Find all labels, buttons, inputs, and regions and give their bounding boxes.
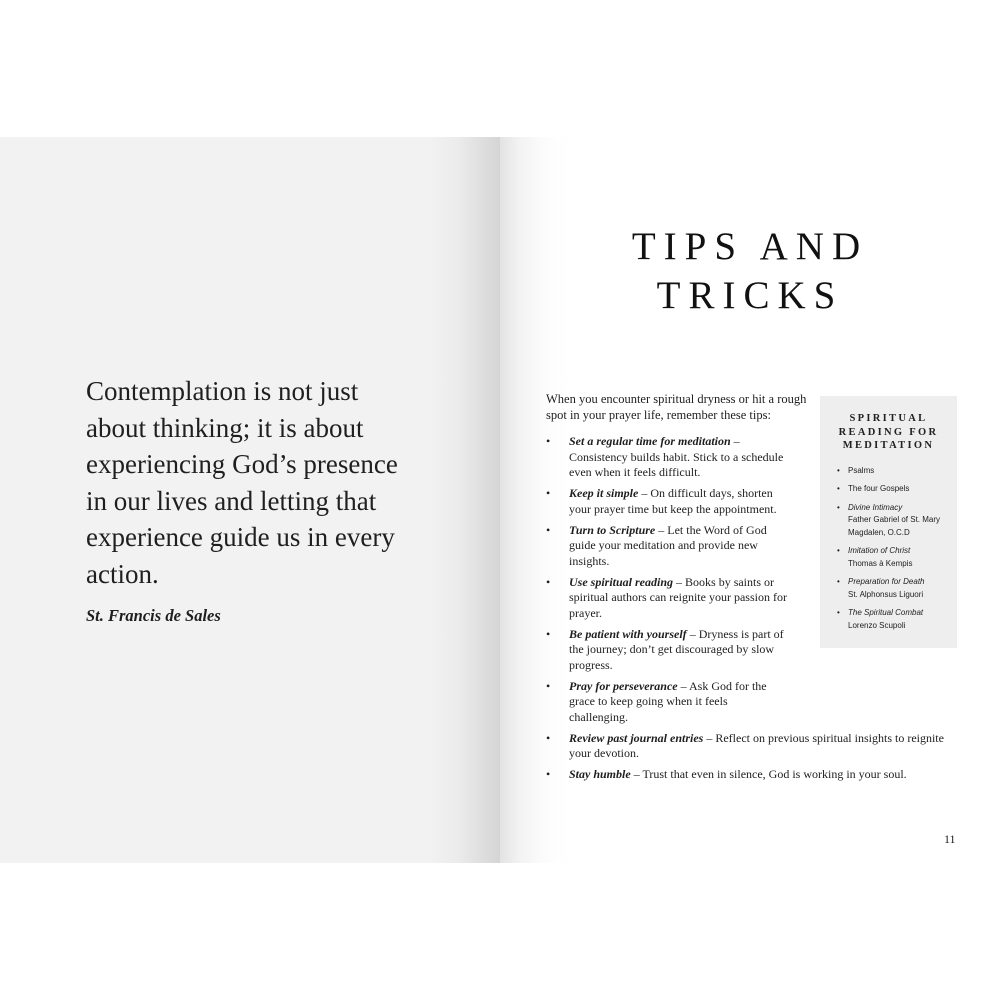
tip-label: Pray for perseverance bbox=[569, 678, 678, 693]
tip-label: Use spiritual reading bbox=[569, 574, 674, 589]
sidebar-heading bbox=[828, 412, 949, 453]
left-page bbox=[0, 137, 500, 863]
bullet-icon: • bbox=[546, 434, 551, 448]
tip-label: Set a regular time for meditation bbox=[569, 434, 731, 448]
sidebar-heading-line-3: MEDITATION bbox=[842, 440, 935, 451]
sidebar-heading-line-1: SPIRITUAL bbox=[849, 413, 928, 424]
tip-item bbox=[546, 523, 789, 570]
reading-list bbox=[828, 465, 949, 633]
bullet-icon: • bbox=[546, 574, 551, 589]
reading-author: Psalms bbox=[848, 465, 875, 475]
reading-author: Lorenzo Scupoli bbox=[848, 620, 906, 630]
tip-label: Keep it simple bbox=[569, 486, 639, 500]
reading-author: Thomas à Kempis bbox=[848, 558, 913, 568]
bullet-icon: • bbox=[837, 465, 840, 475]
tip-item bbox=[546, 627, 789, 674]
bullet-icon: • bbox=[837, 546, 840, 555]
reading-title: Preparation for Death bbox=[848, 577, 925, 586]
page-number: 11 bbox=[944, 832, 956, 846]
reading-title: The Spiritual Combat bbox=[848, 608, 924, 617]
bullet-icon: • bbox=[546, 730, 551, 745]
tip-item bbox=[546, 679, 789, 726]
tip-item bbox=[546, 575, 789, 622]
tip-text: – Trust that even in silence, God is working in your soul. bbox=[630, 767, 907, 781]
bullet-icon: • bbox=[837, 608, 840, 617]
reading-list-item bbox=[828, 483, 949, 496]
page-title-line-1: TIPS AND bbox=[631, 225, 869, 268]
bullet-icon: • bbox=[546, 767, 551, 781]
tip-text: – Ask God for the grace to keep going when it feels challenging. bbox=[569, 678, 767, 724]
reading-author: The four Gospels bbox=[848, 484, 910, 493]
tip-item bbox=[546, 767, 946, 783]
bullet-icon: • bbox=[837, 502, 840, 512]
tip-label: Stay humble bbox=[569, 767, 631, 781]
tip-label: Be patient with yourself bbox=[569, 626, 687, 641]
tip-text: – Consistency builds habit. Stick to a schedule even when it feels difficult. bbox=[569, 434, 784, 479]
sidebar-heading-line-2: READING FOR bbox=[838, 426, 939, 438]
tip-text: – Let the Word of God guide your meditation and provide new insights. bbox=[569, 522, 767, 568]
reading-list-item bbox=[828, 607, 949, 632]
tip-text: – Dryness is part of the journey; don’t get discouraged by slow progress. bbox=[569, 626, 784, 672]
bullet-icon: • bbox=[837, 577, 840, 586]
tip-text: – Books by saints or spiritual authors can reignite your passion for prayer. bbox=[569, 574, 787, 620]
tip-text: – On difficult days, shorten your prayer time but keep the appointment. bbox=[569, 486, 777, 516]
bullet-icon: • bbox=[546, 626, 551, 641]
bullet-icon: • bbox=[546, 486, 551, 500]
tip-text: – Reflect on previous spiritual insights to reignite your devotion. bbox=[569, 730, 944, 760]
tip-item bbox=[546, 731, 946, 762]
tip-item bbox=[546, 434, 789, 481]
reading-title: Divine Intimacy bbox=[848, 502, 903, 512]
reading-list-item bbox=[828, 465, 949, 478]
tip-label: Turn to Scripture bbox=[569, 522, 656, 537]
bullet-icon: • bbox=[546, 522, 551, 537]
reading-list-item bbox=[828, 502, 949, 540]
quote-text: Contemplation is not just about thinking; it is about experiencing God’s presence in our lives and letting that experience guide us in every action. bbox=[86, 376, 398, 589]
quote-attribution: St. Francis de Sales bbox=[86, 606, 221, 625]
bullet-icon: • bbox=[546, 678, 551, 693]
tip-label: Review past journal entries bbox=[569, 730, 704, 745]
bullet-icon: • bbox=[837, 484, 840, 493]
reading-title: Imitation of Christ bbox=[848, 546, 911, 555]
spiritual-reading-sidebar bbox=[820, 396, 957, 648]
tip-item bbox=[546, 486, 789, 517]
reading-author: St. Alphonsus Liguori bbox=[848, 589, 924, 599]
reading-list-item bbox=[828, 576, 949, 601]
page-title-line-2: TRICKS bbox=[656, 274, 844, 317]
page-title bbox=[560, 222, 940, 320]
intro-paragraph: When you encounter spiritual dryness or hit a rough spot in your prayer life, remember these tips: bbox=[546, 392, 807, 422]
reading-list-item bbox=[828, 545, 949, 570]
reading-author: Father Gabriel of St. Mary Magdalen, O.C.D bbox=[848, 515, 941, 537]
